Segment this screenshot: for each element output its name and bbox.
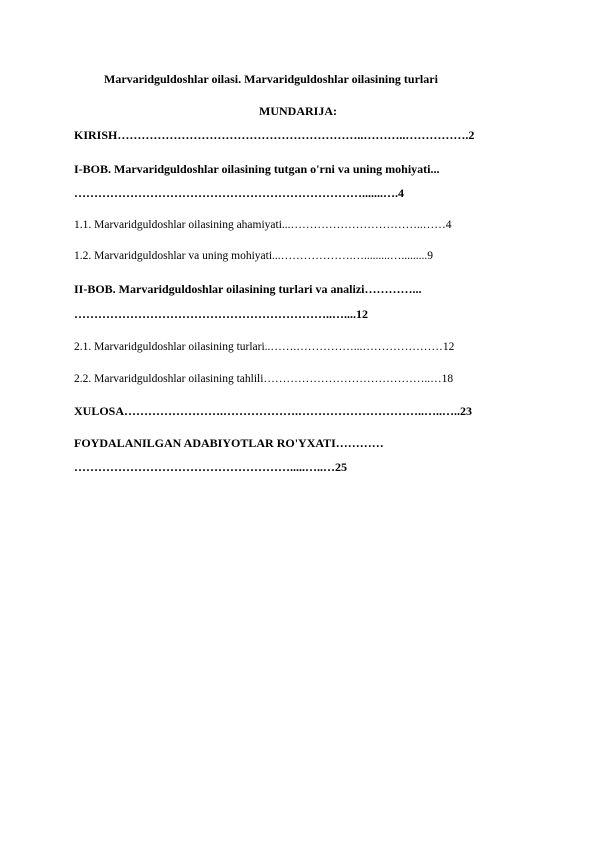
toc-entry-chapter-1-leader: ……………………………………………………………….......….4 (74, 186, 404, 200)
toc-entry-references: FOYDALANILGAN ADABIYOTLAR RO'YXATI………… (74, 436, 384, 450)
toc-entry-1-1: 1.1. Marvaridguldoshlar oilasining ahamiyati...……………………………..……4 (74, 219, 452, 231)
document-title: Marvaridguldoshlar oilasi. Marvaridguldoshlar oilasining turlari (104, 72, 438, 86)
toc-heading: MUNDARIJA: (259, 104, 337, 118)
toc-entry-xulosa: XULOSA…………………….……………….…………………………..…..…..23 (74, 404, 473, 418)
toc-entry-chapter-1: I-BOB. Marvaridguldoshlar oilasining tutgan o'rni va uning mohiyati... (74, 162, 440, 176)
toc-entry-2-1: 2.1. Marvaridguldoshlar oilasining turlari..…….……………...…………………12 (74, 341, 455, 353)
toc-entry-chapter-2: II-BOB. Marvaridguldoshlar oilasining turlari va analizi…………... (74, 282, 422, 296)
toc-entry-1-2: 1.2. Marvaridguldoshlar va uning mohiyati...……………….….........….........9 (74, 250, 434, 262)
toc-entry-references-leader: ……………………………………………….....…..…25 (74, 460, 347, 474)
toc-entry-2-2: 2.2. Marvaridguldoshlar oilasining tahlili……………………………………..…18 (74, 373, 454, 385)
toc-entry-chapter-2-leader: ………………………………………………………..…....12 (74, 307, 368, 321)
toc-entry-kirish: KIRISH……………………………………………………..………..…………….2 (74, 128, 475, 142)
